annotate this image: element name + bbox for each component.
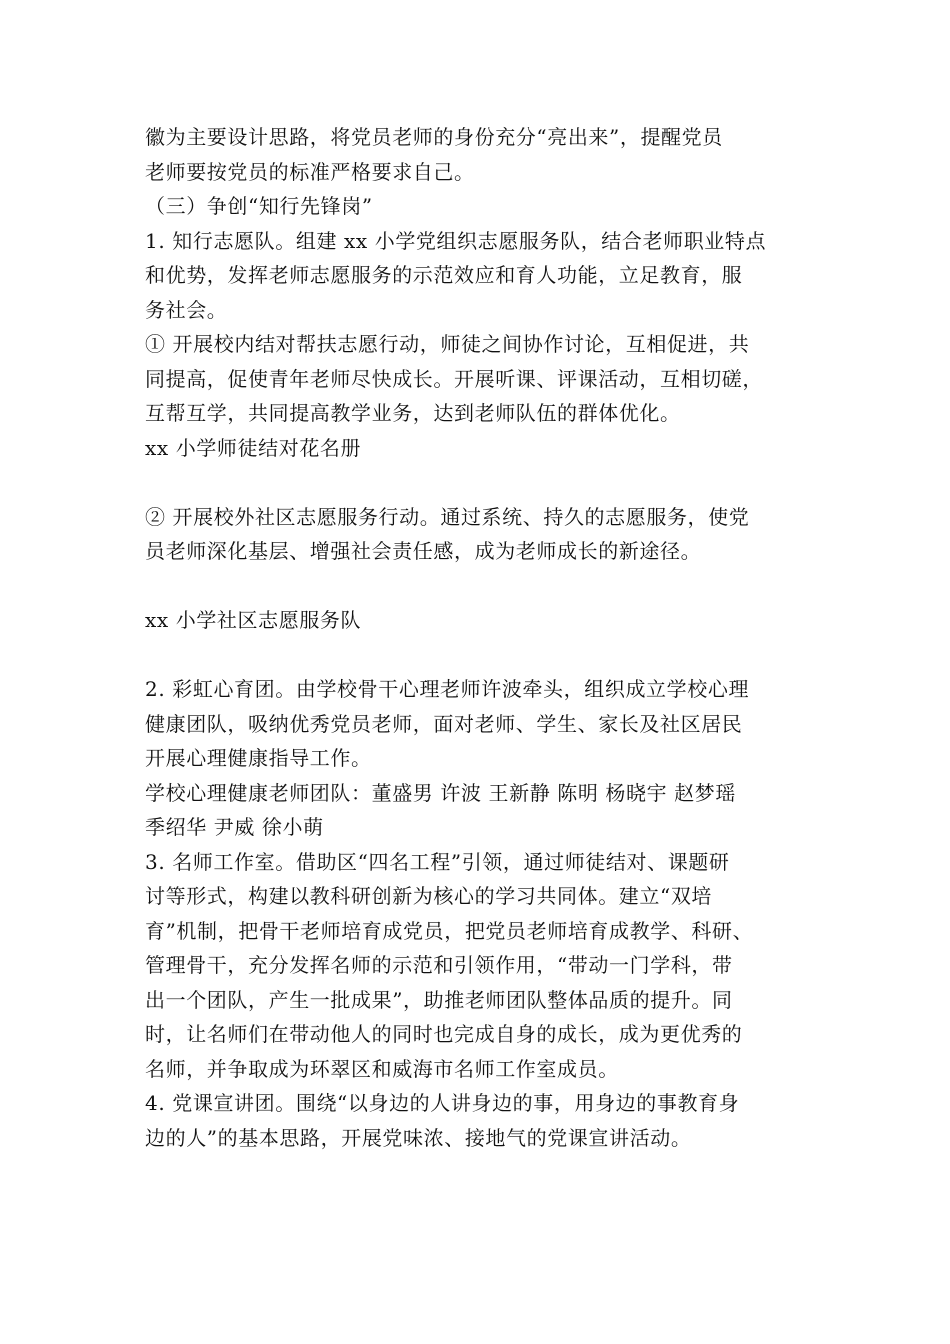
document-body [145,120,815,1155]
team-members-line: 季绍华 尹威 徐小萌 [145,815,324,839]
text-line: 务社会。 [145,297,228,322]
text-line: 互帮互学，共同提高教学业务，达到老师队伍的群体优化。 [145,401,681,425]
text-line: ② 开展校外社区志愿服务行动。通过系统、持久的志愿服务，使党 [145,504,750,529]
text-line: 名师，并争取成为环翠区和威海市名师工作室成员。 [145,1056,619,1081]
blank-line [145,569,815,604]
text-line: 管理骨干，充分发挥名师的示范和引领作用，“带动一门学科，带 [145,953,733,977]
text-line: 员老师深化基层、增强社会责任感，成为老师成长的新途径。 [145,539,702,563]
text-line: 健康团队，吸纳优秀党员老师，面对老师、学生、家长及社区居民 [145,711,743,736]
text-line: 边的人”的基本思路，开展党味浓、接地气的党课宣讲活动。 [145,1125,692,1150]
text-line: 2. 彩虹心育团。由学校骨干心理老师许波牵头，组织成立学校心理 [145,677,750,701]
text-line: 同提高，促使青年老师尽快成长。开展听课、评课活动，互相切磋， [145,366,763,391]
text-line: 和优势，发挥老师志愿服务的示范效应和育人功能，立足教育，服 [145,263,743,287]
text-line: 1. 知行志愿队。组建 xx 小学党组织志愿服务队，结合老师职业特点 [145,228,767,253]
text-line: 出一个团队，产生一批成果”，助推老师团队整体品质的提升。同 [145,987,733,1012]
text-line: 开展心理健康指导工作。 [145,746,372,770]
text-line: 3. 名师工作室。借助区“四名工程”引领，通过师徒结对、课题研 [145,849,730,874]
section-heading: （三）争创“知行先锋岗” [145,194,373,218]
text-line: 徽为主要设计思路，将党员老师的身份充分“亮出来”，提醒党员 [145,125,723,149]
caption-line: xx 小学师徒结对花名册 [145,435,362,460]
text-line: ① 开展校内结对帮扶志愿行动，师徒之间协作讨论，互相促进，共 [145,332,750,356]
text-line: 时，让名师们在带动他人的同时也完成自身的成长，成为更优秀的 [145,1022,743,1046]
blank-line [145,638,815,673]
text-line: 4. 党课宣讲团。围绕“以身边的人讲身边的事，用身边的事教育身 [145,1091,740,1115]
text-line: 老师要按党员的标准严格要求自己。 [145,159,475,184]
blank-line [145,465,815,500]
caption-line: xx 小学社区志愿服务队 [145,608,362,632]
text-line: 育”机制，把骨干老师培育成党员，把党员老师培育成教学、科研、 [145,918,754,943]
team-members-line: 学校心理健康老师团队：董盛男 许波 王新静 陈明 杨晓宇 赵梦瑶 [145,780,736,805]
text-line: 讨等形式，构建以教科研创新为核心的学习共同体。建立“双培 [145,884,713,908]
